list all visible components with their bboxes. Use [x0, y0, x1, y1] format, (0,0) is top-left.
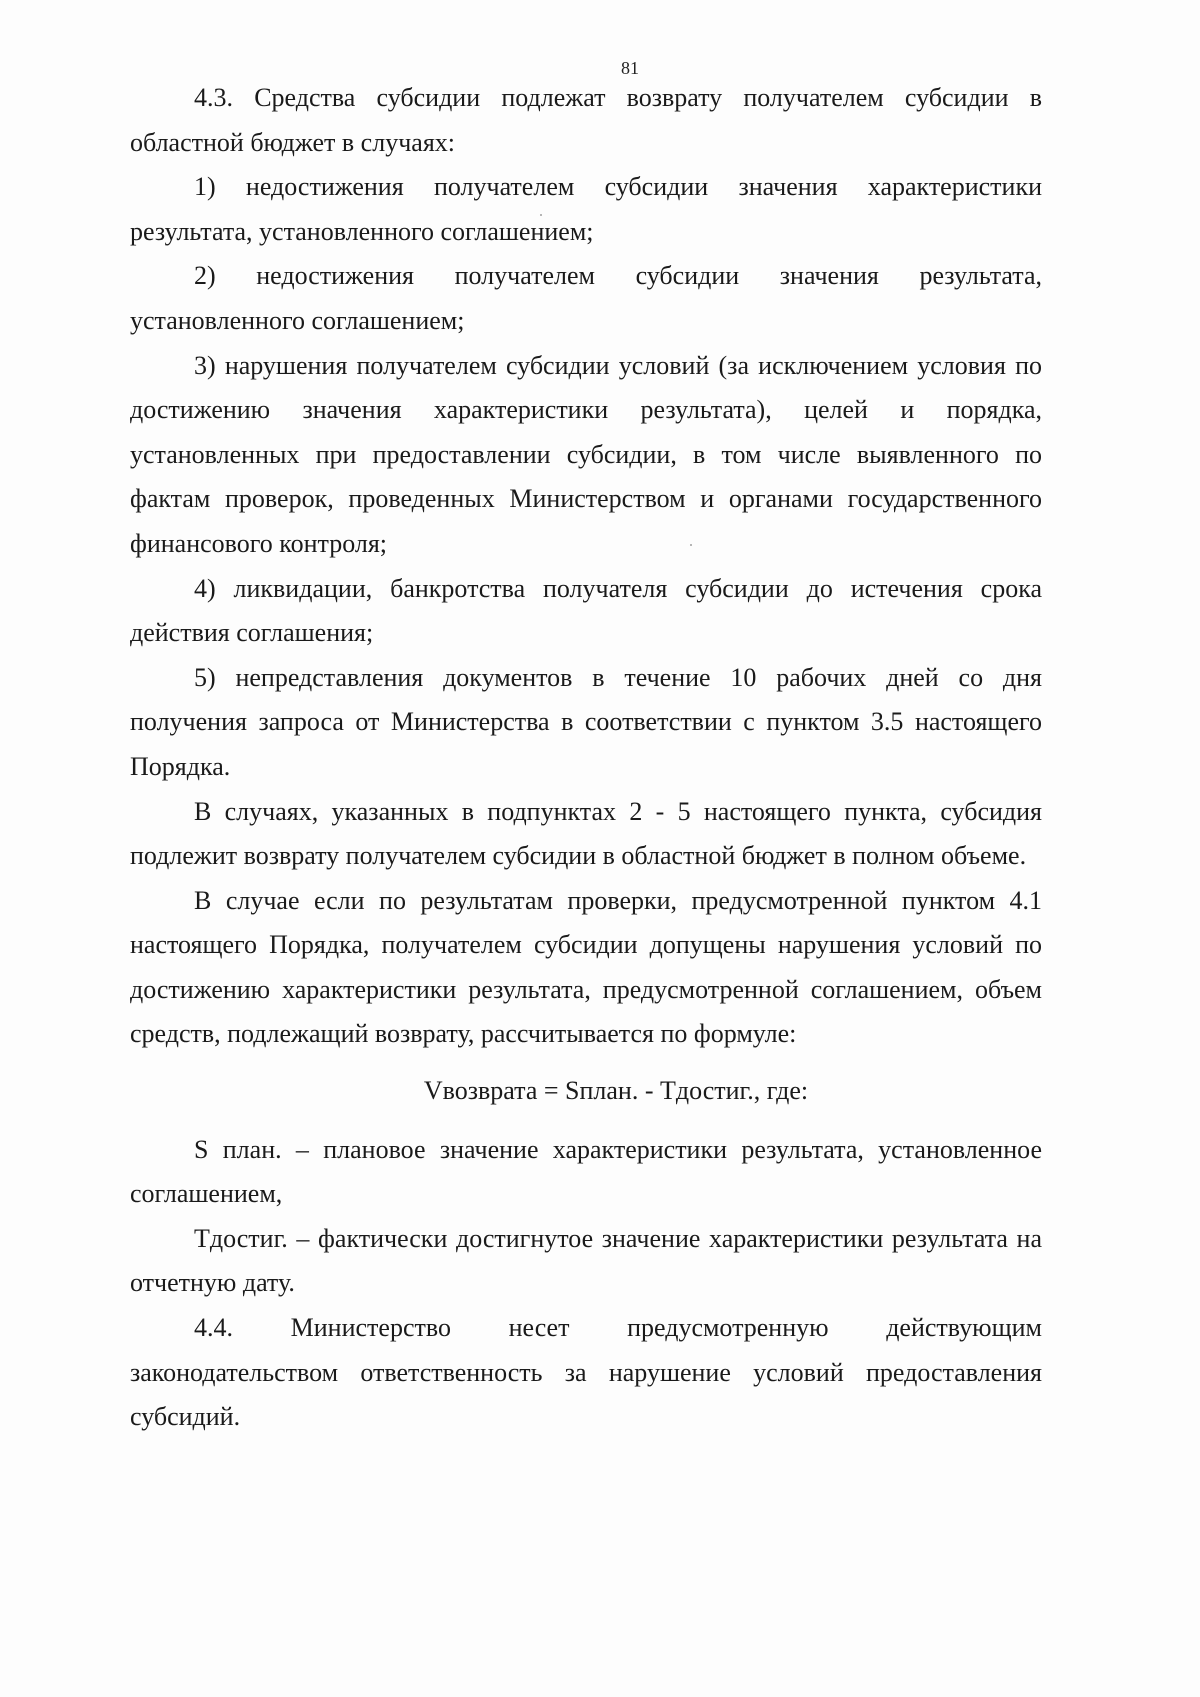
definition-s-plan: S план. – плановое значение характеристики результата, установленное соглашением,: [130, 1134, 1042, 1209]
page-number: 81: [621, 58, 639, 78]
paragraph-4-4: 4.4. Министерство несет предусмотренную действующим законодательством ответственность за нарушение условий предоставления субсидий.: [130, 1313, 1042, 1432]
scan-speck: [690, 544, 692, 546]
list-item-4: 4) ликвидации, банкротства получателя субсидии до истечения срока действия соглашения;: [130, 573, 1042, 648]
scan-speck: [540, 214, 542, 216]
list-item-1: 1) недостижения получателем субсидии значения характеристики результата, установленного соглашением;: [130, 172, 1042, 246]
refund-formula: Vвозврата = Sплан. - Тдостиг., где:: [423, 1076, 809, 1106]
paragraph-4-3: 4.3. Средства субсидии подлежат возврату получателем субсидии в областной бюджет в случаях:: [130, 83, 1042, 157]
list-item-3: 3) нарушения получателем субсидии условий (за исключением условия по достижению значения характеристики результата), целей и порядка, установленных при предоставлении субсидии, в том числе выявленного по фактам проверок, проведенных Министерством и органами государственного финансового контроля;: [130, 350, 1042, 558]
list-item-2: 2) недостижения получателем субсидии значения результата, установленного соглашением;: [130, 261, 1042, 335]
list-item-5: 5) непредставления документов в течение 10 рабочих дней со дня получения запроса от Министерства в соответствии с пунктом 3.5 настоящего Порядка.: [130, 662, 1042, 781]
document-body: [130, 76, 1042, 1440]
paragraph-formula-intro: В случае если по результатам проверки, предусмотренной пунктом 4.1 настоящего Порядка, получателем субсидии допущены нарушения условий по достижению характеристики результата, предусмотренной соглашением, объем средств, подлежащий возврату, рассчитывается по формуле:: [130, 885, 1042, 1049]
definition-t-dostig: Тдостиг. – фактически достигнутое значение характеристики результата на отчетную дату.: [130, 1223, 1042, 1298]
paragraph-full-refund: В случаях, указанных в подпунктах 2 - 5 настоящего пункта, субсидия подлежит возврату получателем субсидии в областной бюджет в полном объеме.: [130, 796, 1042, 871]
